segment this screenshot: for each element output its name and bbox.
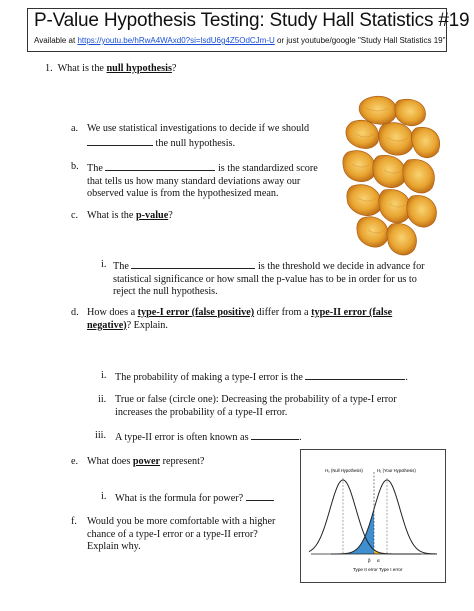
question-c-i-line3: reject the null hypothesis. xyxy=(113,286,218,297)
blank-a[interactable] xyxy=(87,136,153,146)
question-d-i-end: . xyxy=(405,372,408,383)
type-1-error-term: type-I error (false positive) xyxy=(137,307,255,318)
question-1-number: 1. xyxy=(45,63,53,74)
question-d xyxy=(87,307,427,332)
question-d-middle: differ from a xyxy=(254,307,312,318)
question-e-label: e. xyxy=(71,456,79,467)
type-2-error-label: Type II error xyxy=(353,567,378,572)
question-c-label: c. xyxy=(71,210,79,221)
question-e-i-text: What is the formula for power? xyxy=(115,493,246,504)
question-f-line3: Explain why. xyxy=(87,541,141,552)
question-d-iii-text: A type-II error is often known as xyxy=(115,432,252,443)
question-d-before: How does a xyxy=(87,307,138,318)
question-a xyxy=(87,123,337,150)
title-box xyxy=(27,8,470,52)
beta-label: β xyxy=(368,559,371,564)
null-hypothesis-term: null hypothesis xyxy=(106,63,172,74)
question-d-i xyxy=(115,370,408,385)
question-c-i-label: i. xyxy=(101,259,107,270)
question-e-i xyxy=(115,491,274,506)
type-2-error-term: type-II error (false xyxy=(311,307,393,318)
type-1-error-label: Type I error xyxy=(379,567,403,572)
question-d-after: ? Explain. xyxy=(126,319,168,331)
question-b-after: is the standardized score xyxy=(215,163,318,174)
type-2-error-term-cont: negative) xyxy=(87,319,127,331)
question-a-line2: the null hypothesis. xyxy=(153,137,236,149)
hypothesis-distribution-svg xyxy=(301,450,445,582)
blank-b[interactable] xyxy=(105,161,215,171)
question-c-i-before: The xyxy=(113,261,132,272)
blank-d-iii[interactable] xyxy=(251,430,299,440)
question-b xyxy=(87,161,337,201)
question-f xyxy=(87,516,297,554)
question-a-label: a. xyxy=(71,123,79,134)
question-e xyxy=(87,456,204,469)
question-d-ii-line1: True or false (circle one): Decreasing the probability of a type-I error xyxy=(115,394,397,405)
question-d-ii xyxy=(115,394,445,419)
question-d-iii-end: . xyxy=(299,432,302,443)
question-c xyxy=(87,210,173,223)
availability-line xyxy=(34,35,446,46)
question-d-i-text: The probability of making a type-I error is the xyxy=(115,372,306,383)
question-d-label: d. xyxy=(71,307,79,318)
question-f-line2: chance of a type-I error or a type-II error? xyxy=(87,528,258,540)
question-d-i-label: i. xyxy=(101,370,107,381)
alpha-label: α xyxy=(377,559,380,564)
question-c-i-line2: statistical significance or how small the p-value has to be in order for us to xyxy=(113,273,417,285)
question-f-label: f. xyxy=(71,516,77,527)
h1-curve xyxy=(331,480,437,554)
h1-label: H₁ (Your Hypothesis) xyxy=(377,468,416,473)
question-d-ii-label: ii. xyxy=(98,394,107,405)
question-d-ii-line2: increases the probability of a type-II error. xyxy=(115,406,288,418)
question-a-line1: We use statistical investigations to decide if we should xyxy=(87,123,310,134)
question-e-i-label: i. xyxy=(101,491,107,502)
blank-c-i[interactable] xyxy=(131,259,255,269)
question-f-line1: Would you be more comfortable with a higher xyxy=(87,516,276,527)
question-d-iii-label: iii. xyxy=(95,430,107,441)
question-c-before: What is the xyxy=(87,210,136,221)
potato-chips-illustration xyxy=(338,90,448,265)
question-1-text: What is the xyxy=(57,63,107,74)
worksheet-title: P-Value Hypothesis Testing: Study Hall Statistics #19 xyxy=(34,10,470,31)
h0-label: H₀ (Null Hypothesis) xyxy=(325,468,363,473)
question-c-i-after: is the threshold we decide in advance for xyxy=(255,261,425,272)
question-e-after: represent? xyxy=(160,456,205,467)
question-b-before: The xyxy=(87,163,106,174)
p-value-term: p-value xyxy=(135,210,169,221)
beta-region xyxy=(349,509,374,554)
question-b-line2: that tells us how many standard deviations away our xyxy=(87,175,301,187)
hypothesis-graph xyxy=(300,449,446,583)
question-c-after: ? xyxy=(168,210,173,221)
question-1-end: ? xyxy=(171,63,177,74)
video-link[interactable]: https://youtu.be/hRwA4WAxd0?si=lsdU6g4Z5OdCJm-U xyxy=(77,36,275,45)
question-d-iii xyxy=(115,430,302,445)
question-b-label: b. xyxy=(71,161,79,172)
available-prefix: Available at xyxy=(34,36,78,45)
available-suffix: or just youtube/google "Study Hall Statistics 19" xyxy=(274,36,446,45)
question-1 xyxy=(45,63,176,76)
power-term: power xyxy=(132,456,161,467)
blank-d-i[interactable] xyxy=(305,370,405,380)
blank-e-i[interactable] xyxy=(246,491,274,501)
question-e-before: What does xyxy=(87,456,133,467)
question-b-line3: observed value is from the hypothesized mean. xyxy=(87,188,279,199)
